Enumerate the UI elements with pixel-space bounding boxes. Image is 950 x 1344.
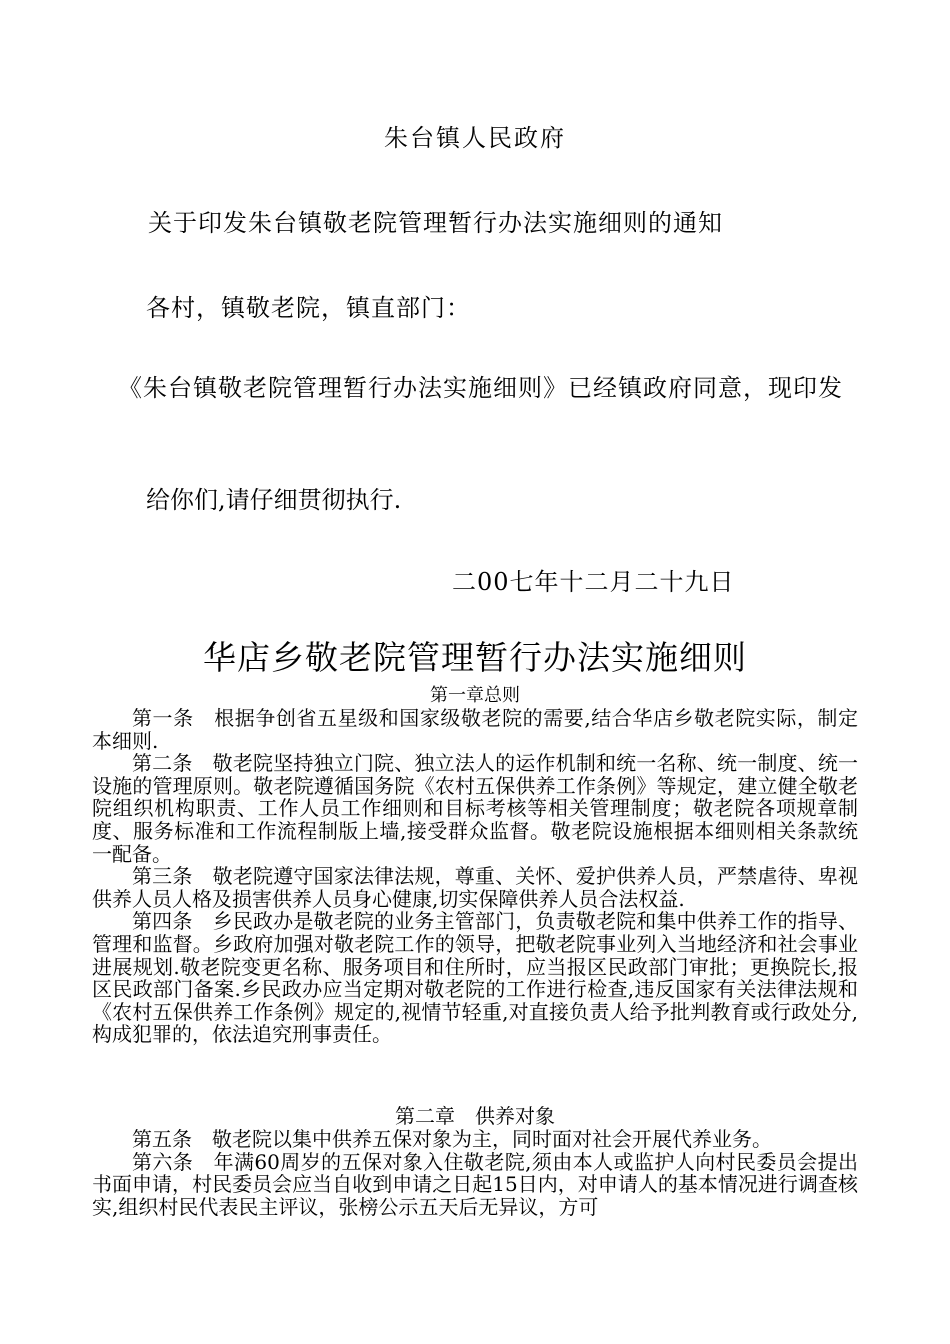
notice-body-line-2: 给你们,请仔细贯彻执行. xyxy=(146,486,402,514)
chapter-2-articles xyxy=(92,1128,858,1218)
rules-title: 华店乡敬老院管理暂行办法实施细则 xyxy=(203,638,747,677)
notice-title: 关于印发朱台镇敬老院管理暂行办法实施细则的通知 xyxy=(148,209,723,237)
article-2: 第二条 敬老院坚持独立门院、独立法人的运作机制和统一名称、统一制度、统一设施的管理原则。敬老院遵循国务院《农村五保供养工作条例》等规定，建立健全敬老院组织机构职责、工作人员工作细则和目标考核等相关管理制度；敬老院各项规章制度、服务标准和工作流程制版上墙,接受群众监督。敬老院设施根据本细则相关条款统一配备。 xyxy=(92,751,858,866)
chapter-heading: 第二章 供养对象 xyxy=(395,1104,555,1128)
notice-body-line-1: 《朱台镇敬老院管理暂行办法实施细则》已经镇政府同意，现印发 xyxy=(118,374,843,402)
issuing-organization: 朱台镇人民政府 xyxy=(384,124,566,152)
article-5: 第五条 敬老院以集中供养五保对象为主，同时面对社会开展代养业务。 xyxy=(132,1127,772,1151)
article-3: 第三条 敬老院遵守国家法律法规，尊重、关怀、爱护供养人员，严禁虐待、卑视供养人员人格及损害供养人员身心健康,切实保障供养人员合法权益. xyxy=(92,864,858,911)
article-1: 第一条 根据争创省五星级和国家级敬老院的需要,结合华店乡敬老院实际，制定本细则. xyxy=(92,706,858,753)
article-4: 第四条 乡民政办是敬老院的业务主管部门，负责敬老院和集中供养工作的指导、管理和监督。乡政府加强对敬老院工作的领导，把敬老院事业列入当地经济和社会事业进展规划.敬老院变更名称、服务项目和住所时，应当报区民政部门审批；更换院长,报区民政部门备案.乡民政办应当定期对敬老院的工作进行检查,违反国家有关法律法规和《农村五保供养工作条例》规定的,视情节轻重,对直接负责人给予批判教育或行政处分,构成犯罪的，依法追究刑事责任。 xyxy=(92,909,858,1047)
article-6: 第六条 年满60周岁的五保对象入住敬老院,须由本人或监护人向村民委员会提出书面申请，村民委员会应当自收到申请之日起15日内，对申请人的基本情况进行调查核实,组织村民代表民主评议，张榜公示五天后无异议，方可 xyxy=(92,1149,858,1219)
notice-date: 二00七年十二月二十九日 xyxy=(452,568,735,596)
chapter-heading: 第一章总则 xyxy=(430,685,520,706)
chapter-1-articles xyxy=(92,707,858,1046)
salutation: 各村，镇敬老院，镇直部门： xyxy=(146,294,471,322)
